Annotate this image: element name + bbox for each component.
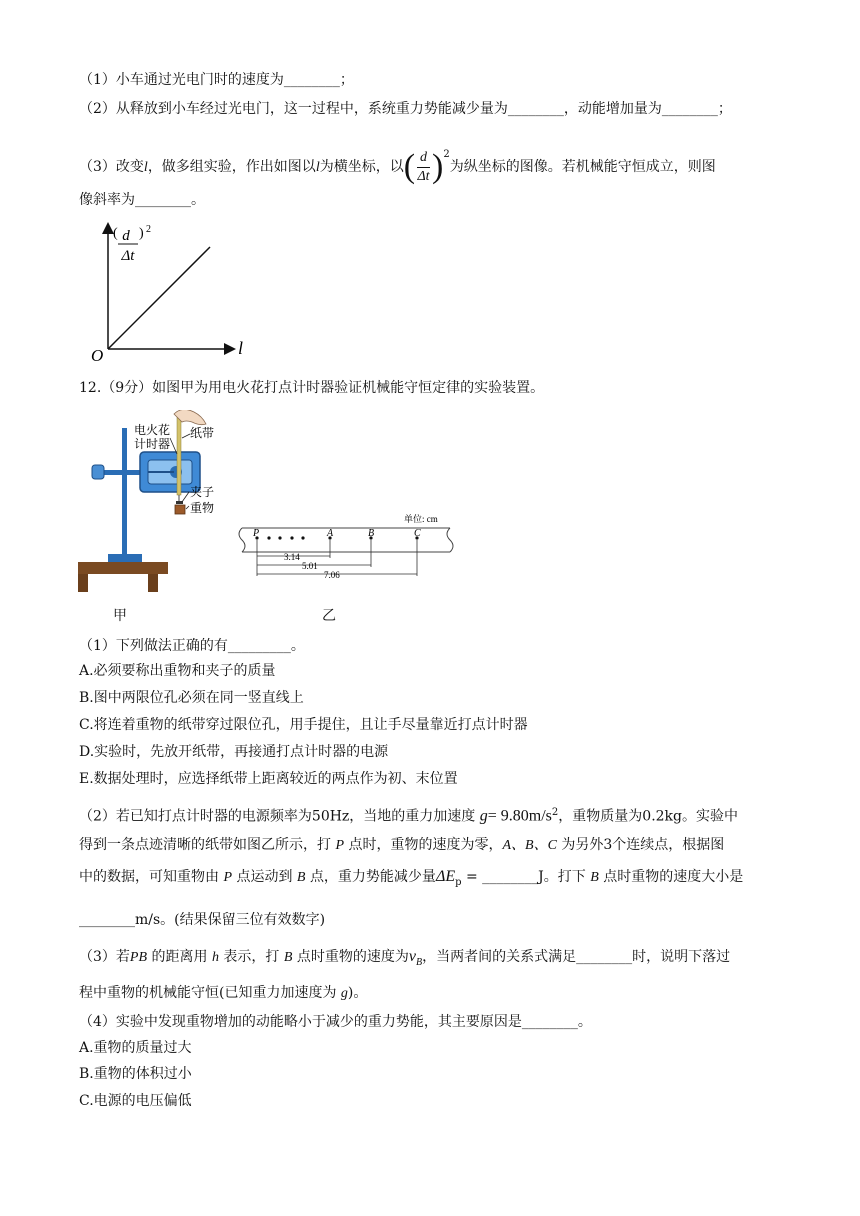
var-l: l: [143, 160, 148, 175]
q12-header: 12.（9分）如图甲为用电火花打点计时器验证机械能守恒定律的实验装置。: [79, 380, 545, 396]
exponent: 2: [443, 149, 450, 160]
label-weight: 重物: [190, 501, 215, 515]
label-C: C: [414, 528, 421, 539]
q12-s2-line3: 中的数据，可知重物由 P 点运动到 B 点，重力势能减少量$\Delta E_p$ = ________J。打下 B 点时重物的速度大小是: [79, 868, 744, 888]
fig-yi-tape: [236, 512, 458, 582]
dist-PA: 3.14: [284, 552, 300, 562]
label-clip: 夹子: [190, 485, 215, 499]
q12-s3-line1: （3）若PB 的距离用 h 表示，打 B 点时重物的速度为$v_B$，当两者间的关系式满足________时，说明下落过: [79, 948, 731, 968]
right-paren: ): [432, 148, 444, 185]
origin-label: O: [91, 346, 104, 364]
q12-s4-option-c: C.电源的电压偏低: [79, 1093, 192, 1109]
y-label-den: Δt: [121, 248, 135, 264]
q11-graph: [80, 222, 260, 364]
paper-tape: [177, 415, 181, 495]
dist-PC: 7.06: [324, 570, 340, 580]
q12-s1-option-c: C.将连着重物的纸带穿过限位孔，用手提住，且让手尽量靠近打点计时器: [79, 717, 528, 733]
stand-rod: [122, 428, 127, 556]
q12-s4-option-b: B.重物的体积过小: [79, 1066, 192, 1082]
label-P: P: [253, 528, 260, 539]
q11-p3-text-a: （3）改变: [79, 159, 144, 175]
q11-p3-text-b: ，做多组实验，作出如图以: [147, 159, 316, 175]
fraction-d-dt: $\frac{d}{\Delta t}$: [417, 149, 430, 184]
label-A: A: [327, 528, 334, 539]
q12-s4-option-a: A.重物的质量过大: [79, 1040, 192, 1056]
q12-s1-question: （1）下列做法正确的有_________。: [79, 638, 305, 654]
q12-s2-line4: ________m/s。(结果保留三位有效数字): [79, 912, 326, 928]
label-timer-2: 计时器: [134, 437, 171, 451]
q12-s4-question: （4）实验中发现重物增加的动能略小于减少的重力势能，其主要原因是________。: [79, 1014, 592, 1030]
y-paren-left: (: [113, 226, 118, 241]
q12-s2-line2: 得到一条点迹清晰的纸带如图乙所示，打 P 点时，重物的速度为零，A、B、C 为另外3个连续点，根据图: [79, 837, 725, 853]
left-paren: (: [403, 148, 416, 185]
q12-s1-option-a: A.必须要称出重物和夹子的质量: [79, 663, 276, 679]
var-l: l: [315, 160, 320, 175]
x-label: l: [238, 338, 244, 358]
label-timer-1: 电火花: [134, 423, 171, 437]
q11-part3-line2: 像斜率为________。: [79, 192, 205, 208]
y-label-exp: 2: [146, 224, 151, 235]
weight: [175, 505, 185, 514]
caption-jia: 甲: [113, 608, 127, 624]
caption-yi: 乙: [322, 608, 336, 624]
q11-part1: （1）小车通过光电门时的速度为________；: [79, 72, 354, 88]
q11-p3-text-c: 为横坐标，以: [319, 159, 404, 175]
q12-s1-option-d: D.实验时，先放开纸带，再接通打点计时器的电源: [79, 744, 389, 760]
unit-label: 单位: cm: [404, 514, 438, 524]
table-top: [78, 562, 168, 574]
label-B: B: [368, 528, 375, 539]
label-tape: 纸带: [190, 426, 215, 440]
q11-part3: [79, 137, 716, 186]
fig-jia-apparatus: [78, 410, 228, 595]
q12-s1-option-b: B.图中两限位孔必须在同一竖直线上: [79, 690, 304, 706]
y-label-num: d: [122, 228, 130, 244]
q12-s3-line2: 程中重物的机械能守恒(已知重力加速度为 g)。: [79, 985, 368, 1001]
q12-s2-line1: （2）若已知打点计时器的电源频率为50Hz，当地的重力加速度 $g= 9.80m/s^2$，重物质量为0.2kg。实验中: [79, 807, 738, 825]
q12-s1-option-e: E.数据处理时，应选择纸带上距离较近的两点作为初、末位置: [79, 771, 458, 787]
q11-p3-text-d: 为纵坐标的图像。若机械能守恒成立，则图: [449, 159, 716, 175]
q11-part2: （2）从释放到小车经过光电门，这一过程中，系统重力势能减少量为________，动能增加量为________；: [79, 101, 732, 117]
y-paren-right: ): [139, 226, 144, 241]
dist-PB: 5.01: [302, 561, 318, 571]
